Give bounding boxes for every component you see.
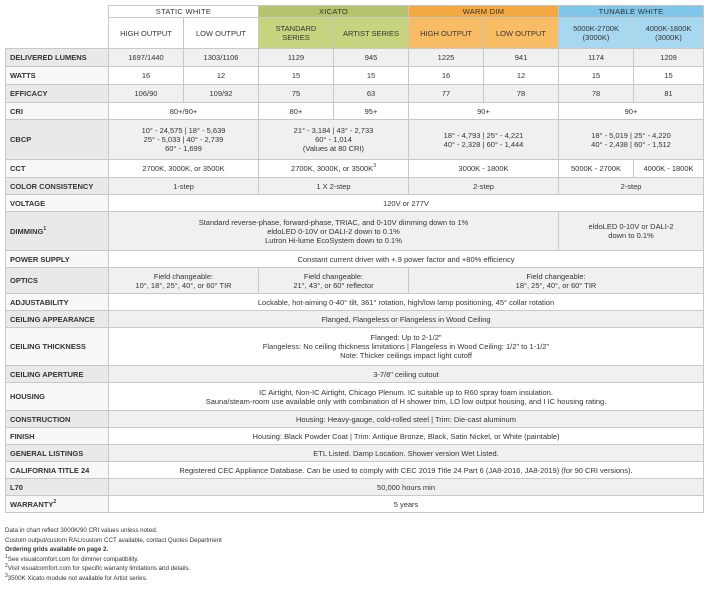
row-label-consistency: COLOR CONSISTENCY: [6, 178, 109, 195]
cell: 78: [484, 85, 559, 103]
footnote-1-text: See visualcomfort.com for dimmer compatibility.: [7, 555, 139, 563]
table-row: [6, 120, 704, 160]
table-row: [6, 85, 704, 103]
note-data: Data in chart reflect 3000K/90 CRI values unless noted.: [5, 527, 158, 534]
cell: 15: [334, 67, 409, 85]
cell: 945: [334, 49, 409, 67]
cell: 5000K - 2700K: [559, 160, 634, 178]
cell: Flanged, Flangeless or Flangeless in Wood Ceiling: [109, 311, 704, 328]
row-label-warranty: [6, 496, 109, 513]
note-custom: Custom output/custom RAL/custom CCT available, contact Quotes Department: [5, 536, 222, 544]
cell: 3000K - 1800K: [409, 160, 559, 178]
cell: 1174: [559, 49, 634, 67]
cell: 120V or 277V: [109, 195, 704, 212]
cell: 1-step: [109, 178, 259, 195]
cbcp-line: 60° - 1,699: [165, 144, 202, 153]
sub-high-output: HIGH OUTPUT: [109, 18, 184, 49]
cell: 2-step: [409, 178, 559, 195]
cbcp-line: (Values at 80 CRI): [302, 144, 365, 153]
table-row: [6, 366, 704, 383]
cell: 1225: [409, 49, 484, 67]
cell: 15: [559, 67, 634, 85]
row-label-lumens: DELIVERED LUMENS: [6, 49, 109, 67]
table-row: [6, 212, 704, 251]
cbcp-line: 40° - 2,438 | 60° - 1,512: [591, 139, 671, 149]
cell: 1697/1440: [109, 49, 184, 67]
cell: Housing: Black Powder Coat | Trim: Antique Bronze, Black, Satin Nickel, or White (paintable): [109, 428, 704, 445]
cell: [109, 328, 704, 366]
sub-warm-high-output: HIGH OUTPUT: [409, 18, 484, 49]
cbcp-line: 25° - 5,033 | 40° - 2,739: [143, 135, 224, 144]
table-row: [6, 445, 704, 462]
cell: ETL Listed. Damp Location. Shower version Wet Listed.: [109, 445, 704, 462]
cell: 941: [484, 49, 559, 67]
cell: Housing: Heavy-gauge, cold-rolled steel | Trim: Die-cast aluminum: [109, 411, 704, 428]
cbcp-line: 18° - 4,793 | 25° - 4,221: [443, 130, 524, 140]
table-row: [6, 195, 704, 212]
footnote-mark: 3: [373, 163, 376, 169]
row-label-optics: OPTICS: [6, 268, 109, 294]
table-row: [6, 496, 704, 513]
cell: 15: [259, 67, 334, 85]
cell: 1129: [259, 49, 334, 67]
row-label-efficacy: EFFICACY: [6, 85, 109, 103]
sub-artist-series: ARTIST SERIES: [334, 18, 409, 49]
warranty-label: WARRANTY: [10, 499, 54, 509]
table-row: [6, 328, 704, 366]
row-label-adjustability: ADJUSTABILITY: [6, 294, 109, 311]
row-label-power: POWER SUPPLY: [6, 251, 109, 268]
table-row: [6, 103, 704, 120]
cell: [109, 120, 259, 160]
cell: [259, 160, 409, 178]
table-row: [6, 268, 704, 294]
footnote-3: $^3$3500K Xicato module not available for Artist series.: [5, 572, 148, 582]
sub-standard-series: STANDARD SERIES: [259, 18, 334, 49]
table-row: [6, 428, 704, 445]
sub-warm-low-output: LOW OUTPUT: [484, 18, 559, 49]
thickness-line: Flanged: Up to 2-1/2": [370, 333, 442, 342]
cell: 78: [559, 85, 634, 103]
group-tunable-white: TUNABLE WHITE: [559, 6, 704, 18]
optics-line: 18°, 25°, 40°, or 60° TIR: [515, 280, 597, 290]
row-label-title24: CALIFORNIA TITLE 24: [6, 462, 109, 479]
dimming-line: Standard reverse-phase, forward-phase, TRIAC, and 0-10V dimming down to 1%: [198, 217, 469, 227]
cell: 12: [184, 67, 259, 85]
cell: 77: [409, 85, 484, 103]
table-row: [6, 383, 704, 411]
footnote-1: $^1$See visualcomfort.com for dimmer compatibility.: [5, 553, 139, 563]
dimming-tune-line: eldoLED 0-10V or DALI-2: [588, 222, 674, 231]
table-row: [6, 294, 704, 311]
table-row: [6, 67, 704, 85]
dimming-line: Lutron Hi-lume EcoSystem down to 0.1%: [265, 235, 402, 245]
cell: 1303/1106: [184, 49, 259, 67]
cell: 106/90: [109, 85, 184, 103]
thickness-line: Note: Thicker ceilings impact light cutoff: [340, 351, 472, 360]
cell: 80+/90+: [109, 103, 259, 120]
cell: 3-7/8" ceiling cutout: [109, 366, 704, 383]
optics-line: Field changeable:: [526, 271, 586, 281]
footnote-mark: 1: [43, 225, 47, 232]
cell: [409, 120, 559, 160]
cbcp-line: 60° - 1,014: [315, 135, 352, 144]
header-corner-2: [6, 18, 109, 49]
dimming-line: eldoLED 0-10V or DALI-2 down to 0.1%: [267, 226, 400, 236]
footnotes: [5, 526, 605, 584]
cell: 2-step: [559, 178, 704, 195]
group-xicato: XICATO: [259, 6, 409, 18]
cell: 95+: [334, 103, 409, 120]
table-row: [6, 49, 704, 67]
row-label-aperture: CEILING APERTURE: [6, 366, 109, 383]
cbcp-line: 21° - 3,184 | 43° - 2,733: [293, 126, 374, 135]
cell: 63: [334, 85, 409, 103]
cell: 80+: [259, 103, 334, 120]
cell: 50,000 hours min: [109, 479, 704, 496]
sub-low-output: LOW OUTPUT: [184, 18, 259, 49]
cell: [109, 212, 559, 251]
note-ordering: Ordering grids available on page 2.: [5, 546, 109, 554]
cell: [109, 383, 704, 411]
cell: [259, 120, 409, 160]
housing-line: IC Airtight, Non-IC Airtight, Chicago Plenum. IC suitable up to R60 spray foam insulation.: [259, 387, 553, 397]
cell: [559, 212, 704, 251]
row-label-construction: CONSTRUCTION: [6, 411, 109, 428]
row-label-voltage: VOLTAGE: [6, 195, 109, 212]
cell: 1209: [634, 49, 704, 67]
cell: 90+: [559, 103, 704, 120]
row-label-finish: FINISH: [6, 428, 109, 445]
table-row: [6, 178, 704, 195]
table-row: [6, 311, 704, 328]
cbcp-line: 10° - 24,575 | 18° - 5,639: [141, 126, 226, 135]
cell: 109/92: [184, 85, 259, 103]
cell: 4000K - 1800K: [634, 160, 704, 178]
cell: 12: [484, 67, 559, 85]
cbcp-line: 18° - 5,019 | 25° - 4,220: [591, 130, 671, 140]
row-label-cri: CRI: [6, 103, 109, 120]
table-row: [6, 251, 704, 268]
cell: [409, 268, 704, 294]
optics-line: 21°, 43°, or 60° reflector: [293, 280, 374, 290]
footnote-2: $^2$Visit visualcomfort.com for specific warranty limitations and details.: [5, 563, 191, 573]
row-label-cct: CCT: [6, 160, 109, 178]
header-corner: [6, 6, 109, 18]
cell: [559, 120, 704, 160]
row-label-watts: WATTS: [6, 67, 109, 85]
row-label-thickness: CEILING THICKNESS: [6, 328, 109, 366]
table-row: [6, 160, 704, 178]
cell: 2700K, 3000K, or 3500K: [109, 160, 259, 178]
group-warm-dim: WARM DIM: [409, 6, 559, 18]
thickness-line: Flangeless: No ceiling thickness limitations | Flangeless in Wood Ceiling: 1/2" to 1-1/2": [262, 342, 550, 351]
cell: Constant current driver with +.9 power factor and +80% efficiency: [109, 251, 704, 268]
cell: 16: [409, 67, 484, 85]
cell: Registered CEC Appliance Database. Can be used to comply with CEC 2019 Title 24 Part 6 (JA8-2016, JA8-2019) (for 90 CRI versions).: [109, 462, 704, 479]
cell: 1 X 2-step: [259, 178, 409, 195]
optics-line: Field changeable:: [153, 271, 214, 281]
row-label-housing: HOUSING: [6, 383, 109, 411]
dimming-label: DIMMING: [10, 226, 44, 236]
row-label-listings: GENERAL LISTINGS: [6, 445, 109, 462]
sub-tune-5000k: 5000K-2700K (3000K): [559, 18, 634, 49]
cell: 81: [634, 85, 704, 103]
row-label-dimming: [6, 212, 109, 251]
table-row: [6, 411, 704, 428]
specification-table: [5, 5, 704, 513]
cell: 16: [109, 67, 184, 85]
optics-line: 10°, 18°, 25°, 40°, or 60° TIR: [135, 280, 232, 290]
cell: Lockable, hot-aiming 0-40° tilt, 361° rotation, high/low lamp positioning, 45° collar rotation: [109, 294, 704, 311]
row-label-cbcp: CBCP: [6, 120, 109, 160]
table-row: [6, 479, 704, 496]
cell: 90+: [409, 103, 559, 120]
cbcp-line: 40° - 2,328 | 60° - 1,444: [443, 139, 524, 149]
cct-xicato: 2700K, 3000K, or 3500K: [291, 164, 374, 173]
footnote-3-text: 3500K Xicato module not available for Artist series.: [7, 574, 148, 582]
cell: 5 years: [109, 496, 704, 513]
footnote-mark: 2: [53, 498, 57, 505]
optics-line: Field changeable:: [303, 271, 364, 281]
dimming-tune-line: down to 0.1%: [608, 231, 654, 240]
sub-tune-4000k: 4000K-1800K (3000K): [634, 18, 704, 49]
cell: 75: [259, 85, 334, 103]
cell: [259, 268, 409, 294]
group-static-white: STATIC WHITE: [109, 6, 259, 18]
housing-line: Sauna/steam-room use available only with combination of H shower trim, LO low output housing, and I IC housing rating.: [205, 396, 607, 406]
row-label-l70: L70: [6, 479, 109, 496]
footnote-2-text: Visit visualcomfort.com for specific warranty limitations and details.: [7, 565, 191, 573]
cell: 15: [634, 67, 704, 85]
table-row: [6, 462, 704, 479]
row-label-appearance: CEILING APPEARANCE: [6, 311, 109, 328]
cell: [109, 268, 259, 294]
